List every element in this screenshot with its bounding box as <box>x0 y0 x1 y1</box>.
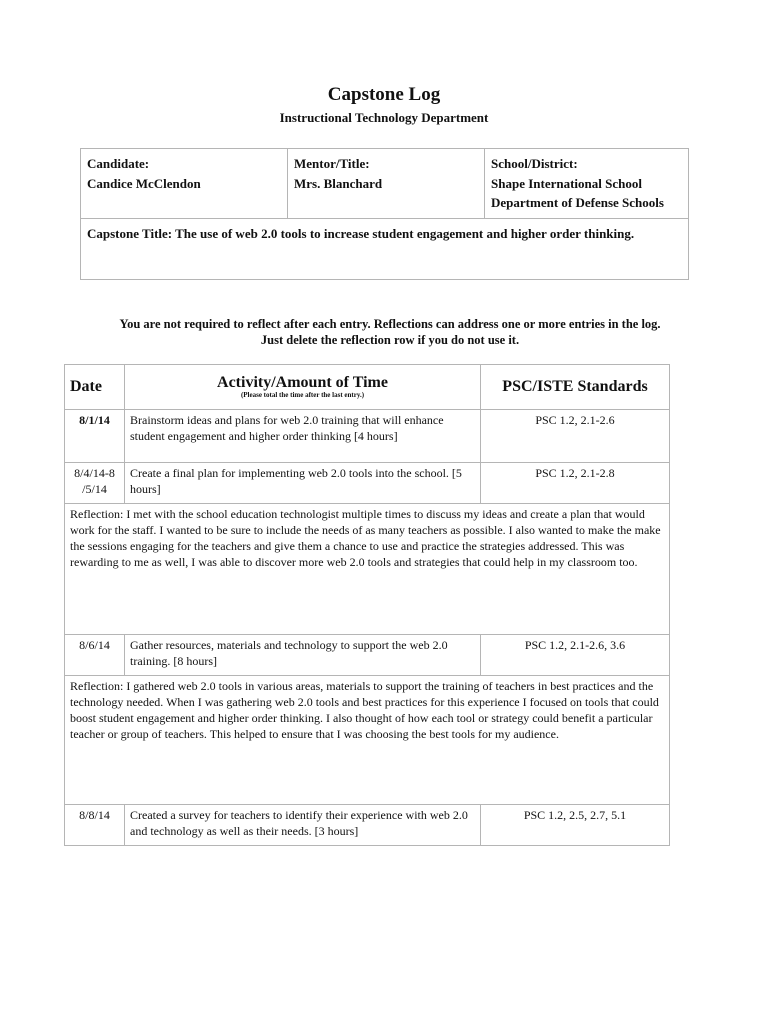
capstone-title-row <box>81 218 689 279</box>
entry-standards: PSC 1.2, 2.1-2.6 <box>481 410 670 463</box>
date-column-header: Date <box>65 365 125 410</box>
entry-activity: Create a final plan for implementing web 2.0 tools into the school. [5 hours] <box>125 463 481 504</box>
reflection-text: Reflection: I gathered web 2.0 tools in various areas, materials to support the training of teachers in best practices and the technology needed. When I was gathering web 2.0 tools and best practices for this experience I focused on tools that could boost student engagement and higher order thinking. I also thought of how each tool or strategy could benefit a particular teacher or group of teachers. This helped to ensure that I was choosing the best tools for my audience. <box>65 676 670 805</box>
entry-date: 8/4/14-8 /5/14 <box>65 463 125 504</box>
entry-standards: PSC 1.2, 2.1-2.8 <box>481 463 670 504</box>
activity-column-header <box>125 365 481 410</box>
log-entry-row <box>65 635 670 676</box>
reflection-text: Reflection: I met with the school education technologist multiple times to discuss my ideas and create a plan that would work for the staff. I wanted to be sure to include the needs of as many teachers as possible. I also wanted to make the make the sessions engaging for the teachers and give them a chance to use and practice the strategies addressed. This was rewarding to me as well, I was able to discover more web 2.0 tools and strategies that could help in my classroom too. <box>65 504 670 635</box>
capstone-title: Capstone Title: The use of web 2.0 tools to increase student engagement and higher order thinking. <box>81 218 689 279</box>
activity-log-table <box>64 364 670 846</box>
log-header-row <box>65 365 670 410</box>
reflection-row <box>65 504 670 635</box>
entry-standards: PSC 1.2, 2.5, 2.7, 5.1 <box>481 805 670 846</box>
activity-header-label: Activity/Amount of Time <box>217 374 388 391</box>
entry-activity: Gather resources, materials and technology to support the web 2.0 training. [8 hours] <box>125 635 481 676</box>
candidate-info-row <box>81 149 689 219</box>
candidate-info-table <box>80 148 689 280</box>
entry-activity: Brainstorm ideas and plans for web 2.0 training that will enhance student engagement and higher order thinking [4 hours] <box>125 410 481 463</box>
entry-date: 8/8/14 <box>65 805 125 846</box>
log-entry-row <box>65 805 670 846</box>
standards-column-header: PSC/ISTE Standards <box>481 365 670 410</box>
mentor-label: Mentor/Title: <box>294 156 370 171</box>
mentor-cell <box>288 149 485 219</box>
school-value: Shape International School Department of Defense Schools <box>491 175 664 210</box>
entry-standards: PSC 1.2, 2.1-2.6, 3.6 <box>481 635 670 676</box>
log-entry-row <box>65 463 670 504</box>
school-cell <box>485 149 689 219</box>
candidate-label: Candidate: <box>87 156 150 171</box>
log-entry-row <box>65 410 670 463</box>
document-subtitle: Instructional Technology Department <box>279 110 489 125</box>
instructions-notice <box>60 316 720 348</box>
school-label: School/District: <box>491 156 578 171</box>
activity-header-note: (Please total the time after the last entry.) <box>240 391 365 399</box>
instructions-line-2: Just delete the reflection row if you do not use it. <box>260 333 520 347</box>
candidate-cell <box>81 149 288 219</box>
entry-date: 8/6/14 <box>65 635 125 676</box>
mentor-value: Mrs. Blanchard <box>294 175 383 191</box>
entry-activity: Created a survey for teachers to identify their experience with web 2.0 and technology as well as their needs. [3 hours] <box>125 805 481 846</box>
document-title: Capstone Log <box>327 84 441 105</box>
candidate-value: Candice McClendon <box>87 175 201 191</box>
reflection-row <box>65 676 670 805</box>
entry-date: 8/1/14 <box>65 410 125 463</box>
instructions-line-1: You are not required to reflect after each entry. Reflections can address one or more entries in the log. <box>119 317 661 331</box>
